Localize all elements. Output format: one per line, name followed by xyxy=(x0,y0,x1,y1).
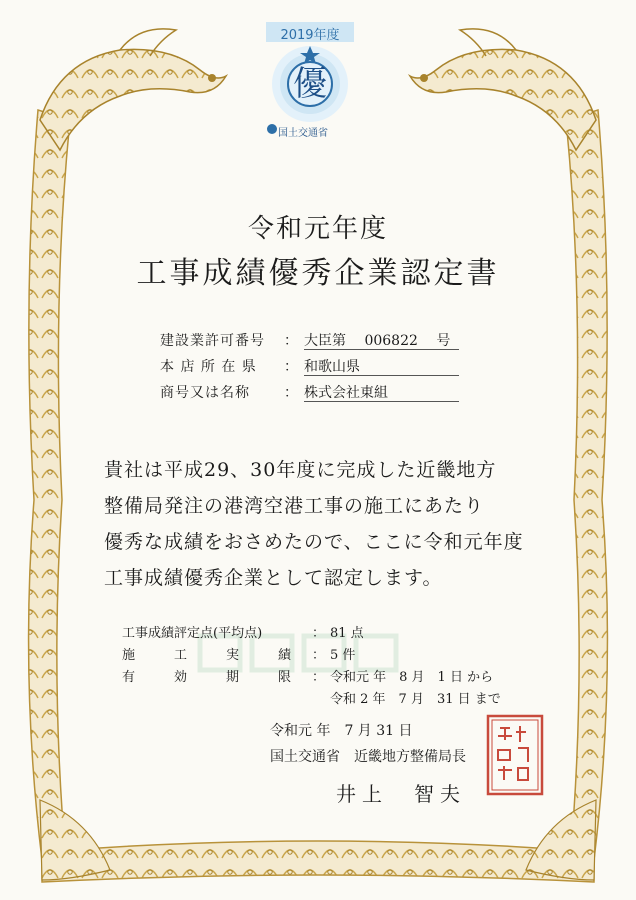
body-line: 工事成績優秀企業として認定します。 xyxy=(104,567,443,589)
colon: ： xyxy=(312,648,326,663)
issuer-name: 井上 智夫 xyxy=(336,782,466,806)
prefecture-value xyxy=(304,356,459,376)
score-value: 81 点 xyxy=(330,626,364,641)
colon: ： xyxy=(312,626,326,641)
certificate-title: 工事成績優秀企業認定書 xyxy=(136,256,500,291)
colon: ： xyxy=(284,385,298,401)
issue-date: 令和元 年 7 月 31 日 xyxy=(270,723,413,739)
company-name-value xyxy=(304,382,459,402)
license-number: 006822 xyxy=(364,333,418,349)
body-line: 整備局発注の港湾空港工事の施工にあたり xyxy=(104,495,485,517)
validity-end: 令和 2 年 7 月 31 日 まで xyxy=(330,692,501,707)
certificate-title-year: 令和元年度 xyxy=(247,214,388,244)
body-line: 貴社は平成29、30年度に完成した近畿地方 xyxy=(104,459,497,481)
company-name-label: 商号又は名称 xyxy=(160,385,250,401)
score-label: 工事成績評定点(平均点) xyxy=(122,626,263,641)
certificate-body xyxy=(104,452,544,596)
company-name-text: 株式会社東組 xyxy=(304,385,388,401)
prefecture-label: 本 店 所 在 県 xyxy=(160,359,257,375)
issuance-block xyxy=(270,720,466,772)
excellence-badge xyxy=(262,22,358,140)
license-number-label: 建設業許可番号 xyxy=(160,333,265,349)
prefecture-text: 和歌山県 xyxy=(304,359,360,375)
license-prefix: 大臣第 xyxy=(304,333,346,349)
validity-label: 有 効 期 限 xyxy=(122,670,292,685)
colon: ： xyxy=(284,333,298,349)
badge-year: 2019年度 xyxy=(280,28,340,43)
official-seal xyxy=(486,714,544,796)
body-line: 優秀な成績をおさめたので、ここに令和元年度 xyxy=(104,531,524,553)
colon: ： xyxy=(284,359,298,375)
track-record-value: 5 件 xyxy=(330,648,356,663)
license-suffix: 号 xyxy=(436,333,451,349)
badge-ministry: 国土交通省 xyxy=(278,128,328,139)
badge-character: 優 xyxy=(293,64,327,104)
colon: ： xyxy=(312,670,326,685)
license-number-value xyxy=(304,330,459,350)
track-record-label: 施 工 実 績 xyxy=(122,648,292,663)
validity-start: 令和元 年 8 月 1 日 から xyxy=(330,670,494,685)
issuer-title: 国土交通省 近畿地方整備局長 xyxy=(270,749,466,765)
